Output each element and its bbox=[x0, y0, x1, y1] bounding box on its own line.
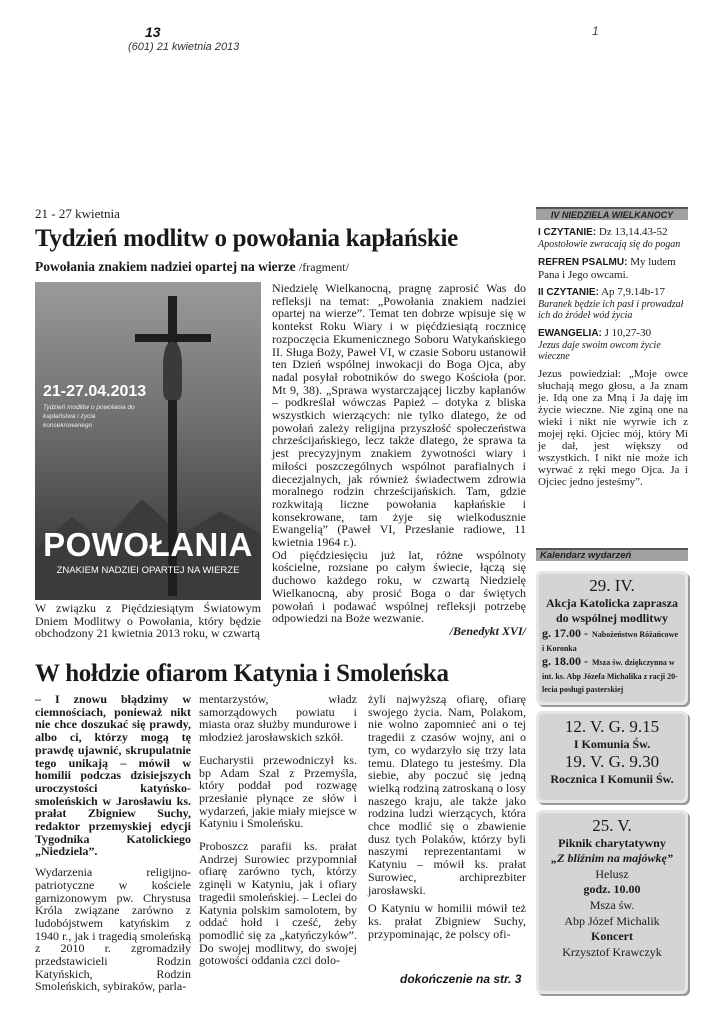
article2-col2 bbox=[199, 693, 357, 977]
sheet-number: 1 bbox=[592, 24, 599, 38]
picnic-title: Piknik charytatywny bbox=[558, 836, 666, 850]
article2-col1 bbox=[35, 693, 191, 1001]
event-desc: Msza św. dziękczynna w int. ks. Abp Józefa Michalika z racji 20-lecia posługi pasterskiej bbox=[542, 658, 678, 694]
article-subtitle bbox=[35, 259, 349, 275]
body-paragraph: mentarzystów, władz samorządowych powiatu i miasta oraz służby mundurowe i młodzież jarosławskich szkół. bbox=[199, 692, 357, 745]
article2-title: W hołdzie ofiarom Katynia i Smoleńska bbox=[35, 660, 449, 687]
calendar-header: Kalendarz wydarzeń bbox=[536, 548, 688, 561]
event-box-communion bbox=[536, 711, 688, 803]
article2-col3 bbox=[368, 693, 526, 946]
issue-date: (601) 21 kwietnia 2013 bbox=[128, 41, 240, 53]
picnic-celebrant: Abp Józef Michalik bbox=[564, 914, 660, 928]
subtitle-text: Powołania znakiem nadziei opartej na wierze bbox=[35, 259, 296, 274]
cross-horizontal bbox=[135, 334, 211, 342]
psalm-label: REFREN PSALMU: bbox=[538, 256, 628, 268]
continuation-link[interactable]: dokończenie na str. 3 bbox=[400, 972, 522, 986]
reading2-label: II CZYTANIE: bbox=[538, 286, 599, 298]
vocations-poster bbox=[35, 282, 261, 600]
gospel bbox=[538, 327, 688, 363]
gospel-label: EWANGELIA: bbox=[538, 327, 602, 339]
picnic-place: Helusz bbox=[595, 867, 629, 881]
picnic-time: godz. 10.00 bbox=[583, 882, 641, 896]
article-title: Tydzień modlitw o powołania kapłańskie bbox=[35, 225, 458, 252]
gospel-note: Jezus daje swoim owcom życie wieczne bbox=[538, 339, 661, 362]
crucifix-figure bbox=[163, 342, 182, 400]
body-paragraph: Proboszcz parafii ks. prałat Andrzej Surowiec przypomniał ofiarę zarówno tych, którzy zginęli w Katyniu, jak i ofiary tragedii smoleńskiej. – Leclei do Katynia polskim samolotem, by oddać hołd i cześć, żeby pomodlić się za „katyńczyków”. Do swojej modlitwy, do swojej gotowości oddania czci dolo- bbox=[199, 839, 357, 968]
poster-dates: 21-27.04.2013 bbox=[43, 383, 147, 400]
body-paragraph: O Katyniu w homilii mówił też ks. prałat Zbigniew Suchy, przypominając, że polscy ofi- bbox=[368, 901, 526, 941]
event-box-akcja bbox=[536, 571, 688, 705]
picnic-mass: Msza św. bbox=[589, 898, 635, 912]
gospel-text: Jezus powiedział: „Moje owce słuchają mego głosu, a Ja znam je. Idą one za Mną i Ja daję im życie wieczne. Nie zginą one na wieki i nikt nie wyrwie ich z mojej ręki. Ojciec mój, który Mi je dał, jest większy od wszystkich. I nikt nie może ich wyrwać z ręki mego Ojca. Ja i Ojciec jedno jesteśmy”. bbox=[538, 367, 688, 488]
reading2-ref: Ap 7,9.14b-17 bbox=[601, 285, 665, 298]
body-paragraph: Wydarzenia religijno-patriotyczne w kościele garnizonowym pw. Chrystusa Króla związane zarówno z ludobójstwem katyńskim z 1940 r., jak i tragedią smoleńską z 2010 r. zgromadziły przedstawicieli Rodzin Katyńskich, Rodzin Smoleńskich, sybiraków, parla- bbox=[35, 865, 191, 994]
date-range: 21 - 27 kwietnia bbox=[35, 206, 120, 221]
article-body bbox=[272, 282, 526, 638]
event-desc: Nabożeństwo Różańcowe i Koronka bbox=[542, 630, 678, 653]
reading1-note: Apostołowie zwracają się do pogan bbox=[538, 239, 681, 250]
poster-small-text: Tydzień modlitw o powołania do kapłaństwa i życia konsekrowanego bbox=[43, 404, 135, 429]
sidebar-header: IV NIEDZIELA WIELKANOCY bbox=[536, 207, 688, 220]
communion-title-1: I Komunia Św. bbox=[573, 737, 651, 751]
body-paragraph: Niedzielę Wielkanocną, pragnę zaprosić Was do refleksji na temat: „Powołania znakiem nadziei opartej na wierze”. Temat ten dobrze wpisuje się w kontekst Roku Wiary i w pięćdziesiątą rocznicę rozpoczęcia Ekumenicznego Soboru Watykańskiego II. Sługa Boży, Paweł VI, w czasie Soboru ustanowił ten Dzień wspólnej inwokacji do Boga Ojca, aby nadal posyłał robotników do swego Kościoła (por. Mt 9, 38). „Sprawa wystarczającej liczby kapłanów – podkreślał wówczas Papież – dotyka z bliska wszystkich wierzących: nie tylko dlatego, że od powołań zależy religijna przyszłość społeczeństwa chrześcijańskiego, lecz także dlatego, że sprawa ta jest precyzyjnym znakiem żywotności wiary i miłości poszczególnych wspólnot parafialnych i diecezjalnych, jak również świadectwem zdrowia moralnego rodzin chrześcijańskich. Tam, gdzie rozkwitają liczne powołania kapłańskie i konsekrowane, tam żyje się wielkodusznie Ewangelią” (Paweł VI, Przesłanie radiowe, 11 kwietnia 1964 r.). bbox=[272, 281, 526, 550]
body-paragraph: Eucharystii przewodniczył ks. bp Adam Szal z Przemyśla, który poddał pod rozwagę przesłanie płynące ze słów i wydarzeń, jakie miały miejsce w Katyniu i Smoleńsku. bbox=[199, 752, 357, 831]
communion-title-2: Rocznica I Komunii Św. bbox=[550, 772, 674, 786]
communion-date-2: 19. V. G. 9.30 bbox=[564, 752, 660, 771]
communion-date-1: 12. V. G. 9.15 bbox=[564, 717, 660, 736]
psalm-text: My ludem Pana i Jego owcami. bbox=[538, 255, 676, 281]
reading2 bbox=[538, 286, 688, 322]
subtitle-suffix: /fragment/ bbox=[298, 260, 349, 274]
psalm bbox=[538, 256, 688, 281]
reading1-ref: Dz 13,14.43-52 bbox=[598, 226, 668, 238]
poster-subline: ZNAKIEM NADZIEI OPARTEJ NA WIERZE bbox=[56, 565, 240, 576]
picnic-concert: Koncert bbox=[591, 929, 633, 943]
article2-lead: – I znowu błądzimy w ciemnościach, ponieważ nikt nie chce doszukać się prawdy, albo ci, którzy mogą tę prawdę ujawnić, skrupulatnie tego unikają – mówił w homilii podczas dzisiejszych uroczystości katyńsko-smoleńskich w Jarosławiu ks. prałat Zbigniew Suchy, redaktor przemyskiej edycji Tygodnika Katolickiego „Niedziela”. bbox=[35, 692, 191, 859]
readings-panel bbox=[538, 226, 688, 488]
event-box-picnic bbox=[536, 810, 688, 994]
body-paragraph: Od pięćdziesięciu już lat, różne wspólnoty kościelne, rozsiane po całym świecie, łączą się duchowo każdego roku, w czwartą Niedzielę Wielkanocną, aby prosić Boga o dar świętych powołań i podawać wspólnej refleksji potrzebę odpowiedzi na Boże wezwanie. bbox=[272, 547, 526, 626]
body-paragraph: żyli najwyższą ofiarę, ofiarę swojego życia. Nam, Polakom, nie wolno zapomnieć ani o tej tragedii z czasów wojny, ani o tym, co wydarzyło się trzy lata temu. Dlatego tu jesteśmy. Dla siebie, aby poczuć się jedną wielką rodziną zatroskaną o losy naszego kraju, ale także jako rodzina ludzi wierzących, która chce modlić się o zbawienie dusz tych Polaków, którzy byli naszymi reprezentantami w Katyniu – mówił ks. prałat Surowiec, archiprezbiter jarosławski. bbox=[368, 692, 526, 897]
picnic-performer: Krzysztof Krawczyk bbox=[562, 945, 662, 959]
reading1-label: I CZYTANIE: bbox=[538, 227, 597, 238]
reading1 bbox=[538, 226, 688, 251]
gospel-ref: J 10,27-30 bbox=[604, 326, 652, 339]
article-caption: W związku z Pięćdziesiątym Światowym Dniem Modlitwy o Powołania, który będzie obchodzony 21 kwietnia 2013 roku, w czwartą bbox=[35, 601, 261, 641]
picnic-date: 25. V. bbox=[592, 816, 632, 835]
event-title: Akcja Katolicka zaprasza do wspólnej modlitwy bbox=[546, 596, 678, 625]
event-time: g. 18.00 - bbox=[542, 654, 588, 668]
event-schedule-2 bbox=[539, 654, 685, 695]
event-date: 29. IV. bbox=[589, 576, 635, 595]
reading2-note: Baranek będzie ich pasł i prowadzał ich do źródeł wód życia bbox=[538, 298, 684, 321]
event-time: g. 17.00 - bbox=[542, 626, 588, 640]
picnic-motto: „Z bliźnim na majówkę” bbox=[551, 851, 673, 865]
page-number: 13 bbox=[145, 24, 161, 40]
article-signature: /Benedykt XVI/ bbox=[449, 623, 526, 638]
poster-headline: POWOŁANIA bbox=[43, 526, 253, 563]
event-schedule-1 bbox=[539, 626, 685, 654]
